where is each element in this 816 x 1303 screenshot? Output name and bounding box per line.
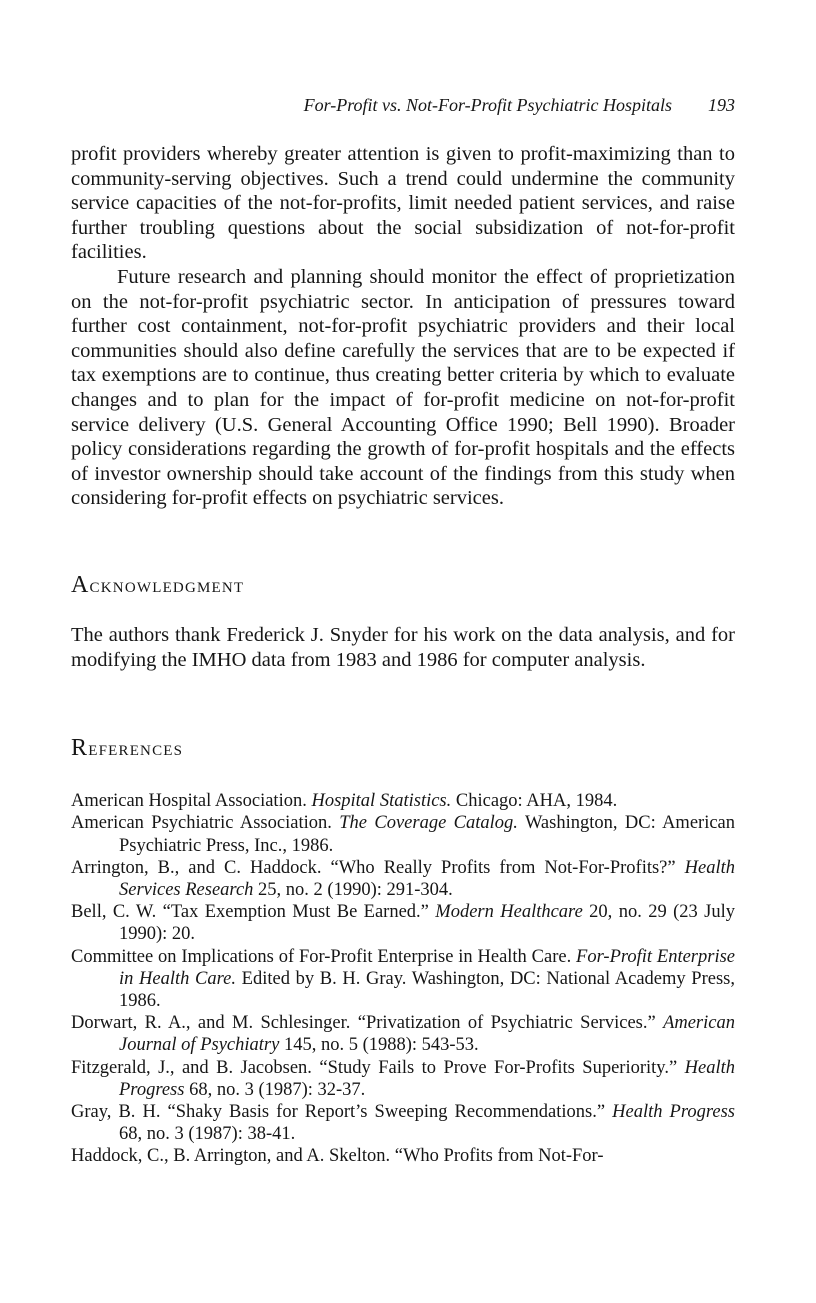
body-text <box>71 142 735 511</box>
references-heading <box>71 734 735 762</box>
reference-title: Health Progress <box>612 1101 735 1122</box>
reference-text: Committee on Implications of For-Profit Enterprise in Health Care. <box>71 946 577 967</box>
reference-text: 20, no. 29 (23 July 1990): 20. <box>119 902 735 945</box>
reference-text: Gray, B. H. “Shaky Basis for Report’s Sweeping Recommendations.” <box>71 1101 613 1122</box>
references-heading-initial: R <box>71 735 89 762</box>
reference-entry <box>71 857 735 901</box>
acknowledgment-heading-rest: cknowledgment <box>89 571 245 597</box>
reference-text: Chicago: AHA, 1984. <box>451 791 618 812</box>
reference-text: 68, no. 3 (1987): 38-41. <box>119 1124 296 1145</box>
body-paragraph: profit providers whereby greater attention is given to profit-maximizing than to community-serving objectives. Such a trend could undermine the community service capacities of the not-for-profits, limit needed patient services, and raise further troubling questions about the social subsidization of not-for-profit facilities. <box>71 143 735 264</box>
reference-text: American Hospital Association. <box>71 791 312 812</box>
reference-entry <box>71 1145 735 1167</box>
acknowledgment-heading-initial: A <box>71 571 90 598</box>
reference-entry <box>71 1057 735 1101</box>
reference-title: For-Profit Enterprise in Health Care. <box>119 946 735 989</box>
reference-text: 68, no. 3 (1987): 32-37. <box>184 1079 366 1100</box>
reference-entry <box>71 946 735 1013</box>
reference-text: 145, no. 5 (1988): 543-53. <box>279 1035 479 1056</box>
reference-title: Health Progress <box>119 1057 735 1100</box>
reference-entry <box>71 1101 735 1145</box>
reference-entry <box>71 901 735 945</box>
reference-text: Haddock, C., B. Arrington, and A. Skelton. “Who Profits from Not-For- <box>71 1146 604 1167</box>
reference-title: The Coverage Catalog. <box>339 813 518 834</box>
running-title: For-Profit vs. Not-For-Profit Psychiatric Hospitals <box>303 95 672 115</box>
reference-text: American Psychiatric Association. <box>71 813 340 834</box>
reference-text: Arrington, B., and C. Haddock. “Who Really Profits from Not-For-Profits?” <box>71 857 685 878</box>
body-paragraph: Future research and planning should monitor the effect of proprietization on the not-for-profit psychiatric sector. In anticipation of pressures toward further cost containment, not-for-profit psychiatric providers and their local communities should also define carefully the services that are to be expected if tax exemptions are to continue, thus creating better criteria by which to evaluate changes and to plan for the impact of for-profit medicine on not-for-profit service delivery (U.S. General Accounting Office 1990; Bell 1990). Broader policy considerations regarding the growth of for-profit hospitals and the effects of investor ownership should take account of the findings from this study when considering for-profit effects on psychiatric services. <box>71 265 735 510</box>
reference-title: Modern Healthcare <box>435 902 583 923</box>
reference-text: Washington, DC: American Psychiatric Press, Inc., 1986. <box>119 813 736 856</box>
reference-title: Hospital Statistics. <box>311 791 452 812</box>
running-head <box>71 92 735 118</box>
reference-text: Edited by B. H. Gray. Washington, DC: National Academy Press, 1986. <box>119 968 735 1011</box>
reference-text: Dorwart, R. A., and M. Schlesinger. “Privatization of Psychiatric Services.” <box>71 1013 664 1034</box>
acknowledgment-text: The authors thank Frederick J. Snyder for his work on the data analysis, and for modifying the IMHO data from 1983 and 1986 for computer analysis. <box>71 623 735 671</box>
reference-title: Health Services Research <box>119 857 735 900</box>
references-heading-rest: eferences <box>88 735 184 761</box>
page-number: 193 <box>708 95 735 115</box>
reference-list <box>71 790 735 1167</box>
reference-text: 25, no. 2 (1990): 291-304. <box>253 879 453 900</box>
reference-entry <box>71 1012 735 1056</box>
acknowledgment-section <box>71 623 735 672</box>
acknowledgment-heading <box>71 571 735 599</box>
reference-entry <box>71 812 735 856</box>
reference-text: Fitzgerald, J., and B. Jacobsen. “Study Fails to Prove For-Profits Superiority.” <box>71 1057 685 1078</box>
journal-page <box>71 92 735 1168</box>
reference-text: Bell, C. W. “Tax Exemption Must Be Earned.” <box>71 902 436 923</box>
reference-title: American Journal of Psychiatry <box>119 1013 735 1056</box>
reference-entry <box>71 790 735 812</box>
